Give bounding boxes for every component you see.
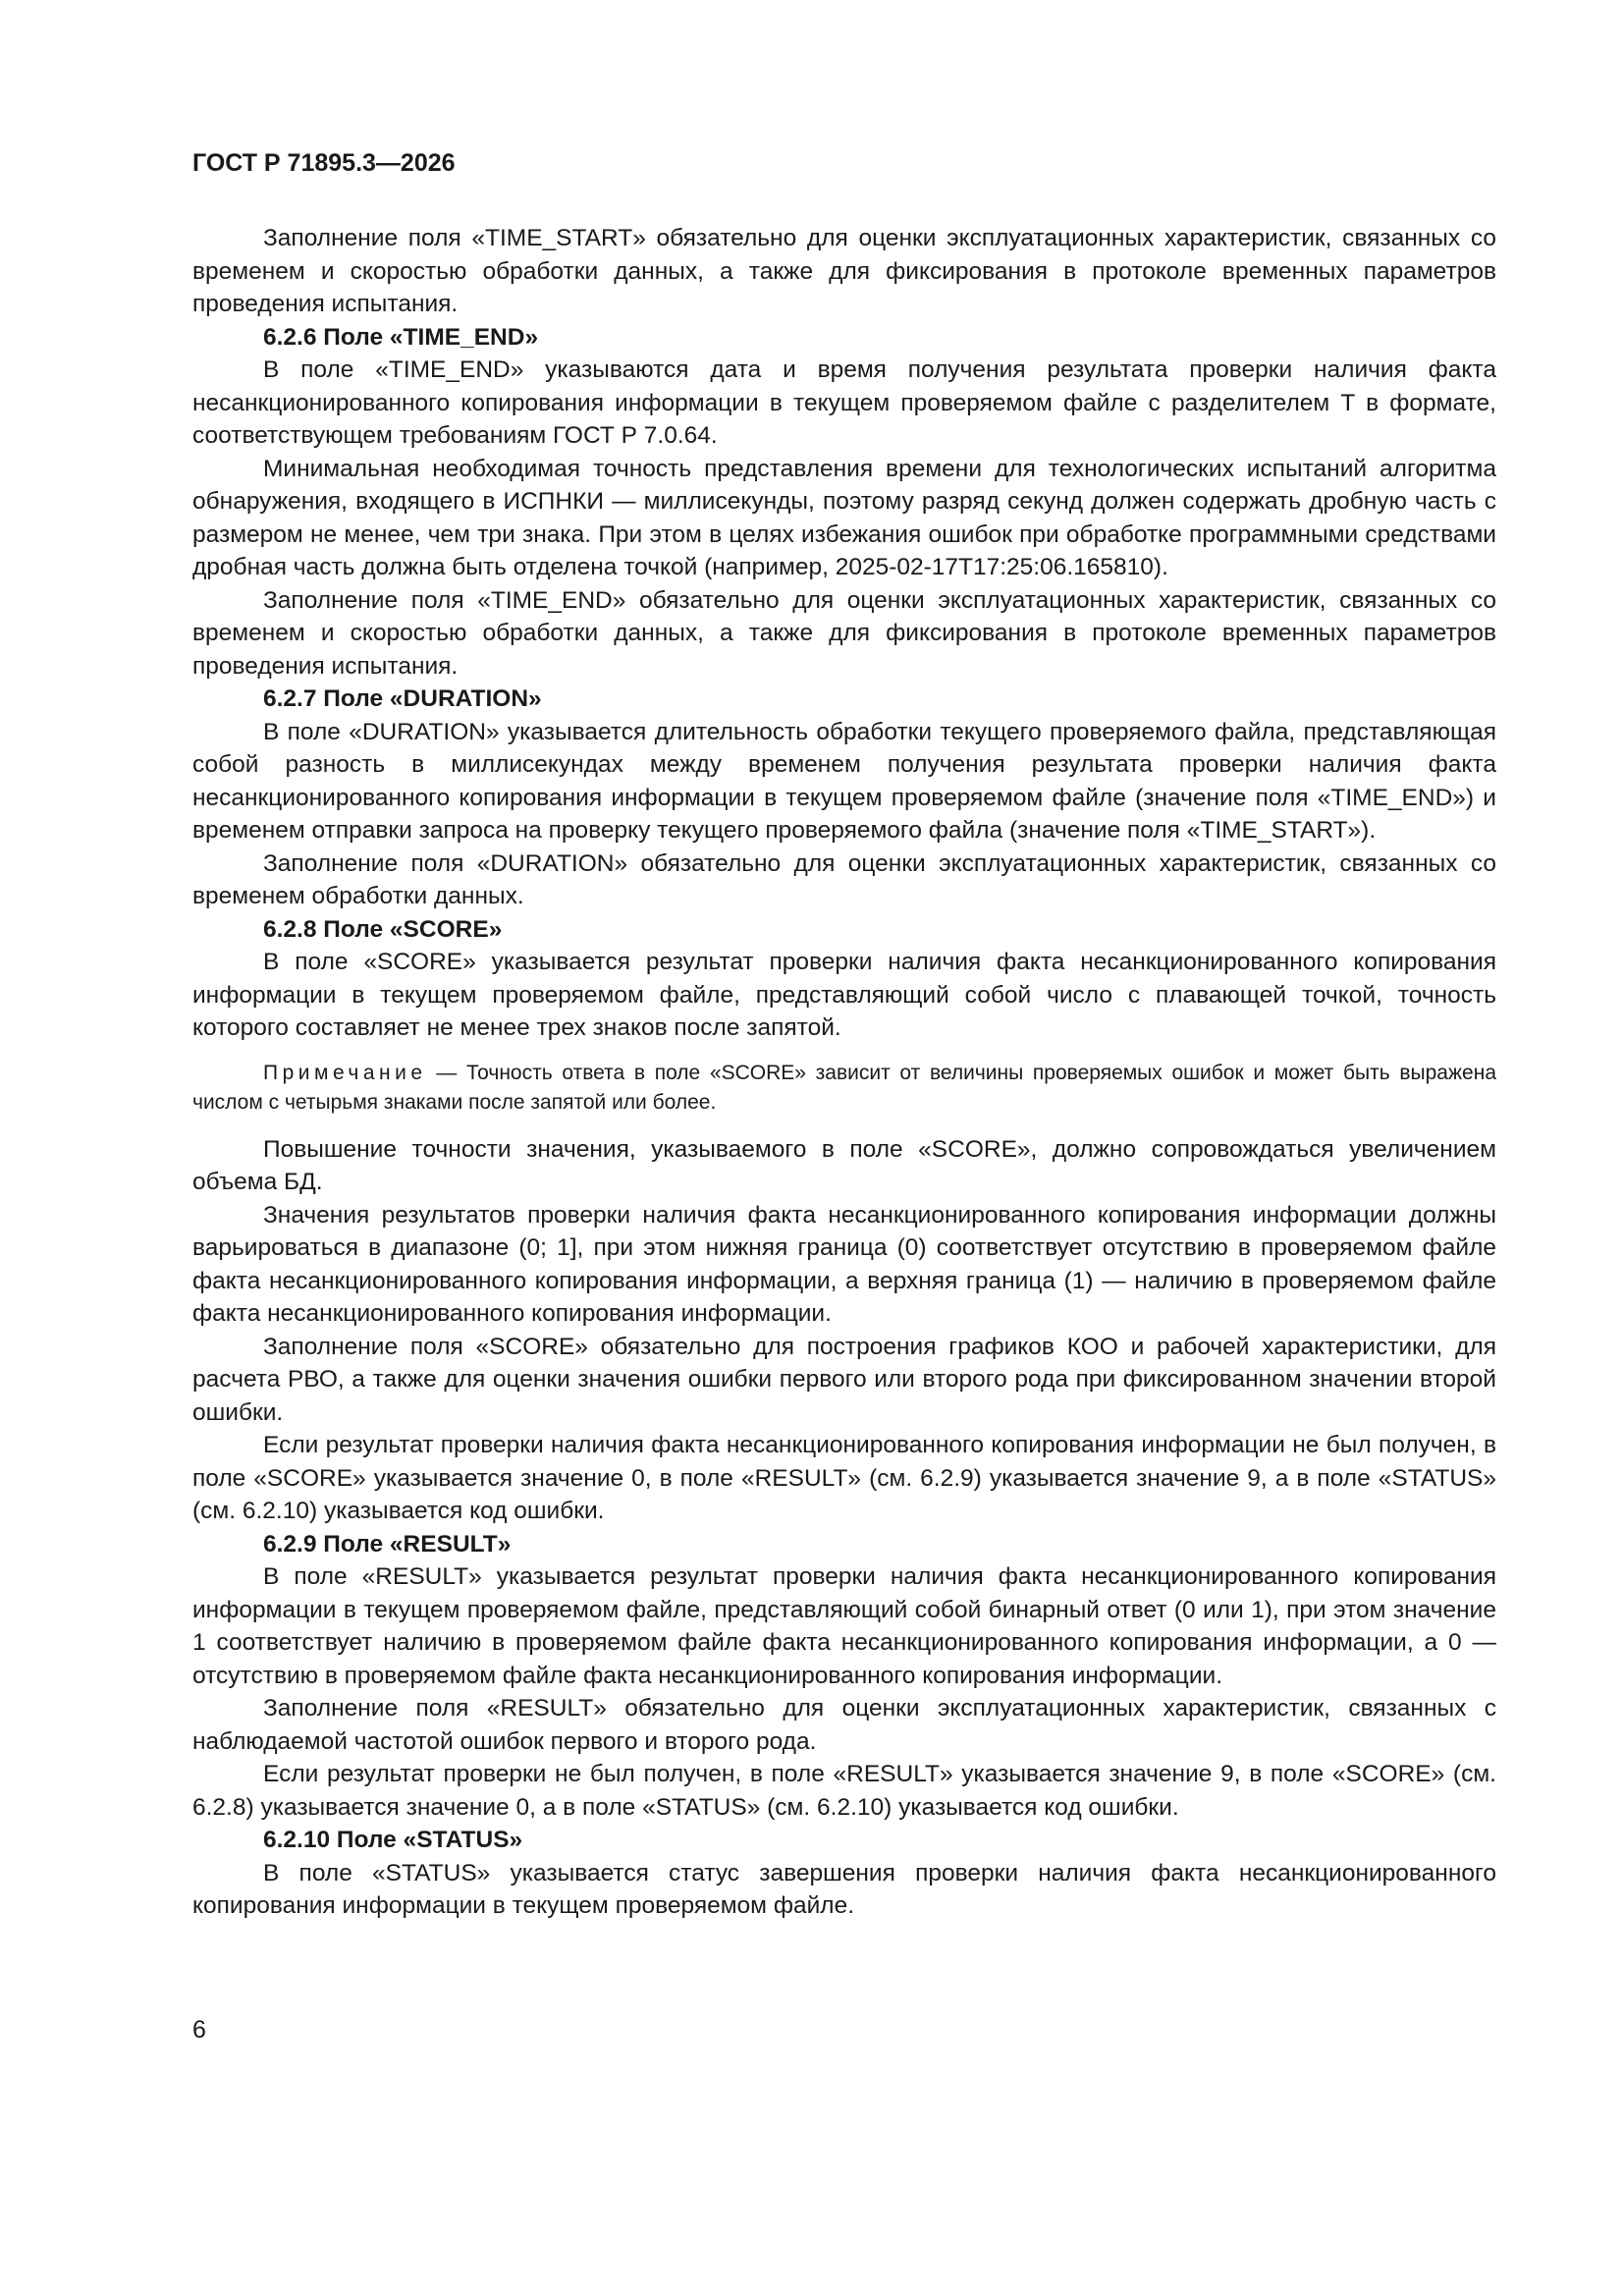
paragraph: В поле «STATUS» указывается статус завершения проверки наличия факта несанкционированного копирования информации в текущем проверяемом файле. — [192, 1859, 1496, 1919]
section-heading-6-2-10: 6.2.10 Поле «STATUS» — [263, 1827, 523, 1853]
paragraph: Заполнение поля «TIME_START» обязательно для оценки эксплуатационных характеристик, связанных со временем и скоростью обработки данных, а также для фиксирования в протоколе временных параметров проведения испытания. — [192, 225, 1496, 317]
paragraph: Заполнение поля «TIME_END» обязательно для оценки эксплуатационных характеристик, связанных со временем и скоростью обработки данных, а также для фиксирования в протоколе временных параметров проведения испытания. — [192, 586, 1496, 680]
paragraph: В поле «SCORE» указывается результат проверки наличия факта несанкционированного копирования информации в текущем проверяемом файле, представляющий собой число с плавающей точкой, точность которого составляет не менее трех знаков после запятой. — [192, 949, 1496, 1041]
section-heading-6-2-7: 6.2.7 Поле «DURATION» — [263, 685, 542, 712]
section-heading-6-2-8: 6.2.8 Поле «SCORE» — [263, 915, 503, 943]
paragraph: Заполнение поля «RESULT» обязательно для оценки эксплуатационных характеристик, связанных с наблюдаемой частотой ошибок первого и второго рода. — [192, 1695, 1496, 1755]
document-body — [192, 222, 1496, 1923]
paragraph: Если результат проверки не был получен, в поле «RESULT» указывается значение 9, в поле «SCORE» (см. 6.2.8) указывается значение 0, а в поле «STATUS» (см. 6.2.10) указывается код ошибки. — [192, 1761, 1496, 1821]
paragraph: В поле «RESULT» указывается результат проверки наличия факта несанкционированного копирования информации в текущем проверяемом файле, представляющий собой бинарный ответ (0 или 1), при этом значение 1 соответствует наличию в проверяемом файле факта несанкционированного копирования информации, а 0 — отсутствию в проверяемом файле факта несанкционированного копирования информации. — [192, 1563, 1496, 1689]
paragraph: Значения результатов проверки наличия факта несанкционированного копирования информации должны варьироваться в диапазоне (0; 1], при этом нижняя граница (0) соответствует отсутствию в проверяемом файле факта несанкционированного копирования информации, а верхняя граница (1) — наличию в проверяемом файле факта несанкционированного копирования информации. — [192, 1201, 1496, 1327]
paragraph: В поле «TIME_END» указываются дата и время получения результата проверки наличия факта несанкционированного копирования информации в текущем проверяемом файле с разделителем T в формате, соответствующем требованиям ГОСТ Р 7.0.64. — [192, 356, 1496, 449]
page-number: 6 — [192, 2016, 206, 2044]
paragraph: Минимальная необходимая точность представления времени для технологических испытаний алгоритма обнаружения, входящего в ИСПНКИ — миллисекунды, поэтому разряд секунд должен содержать дробную часть с размером не менее, чем три знака. При этом в целях избежания ошибок при обработке программными средствами дробная часть должна быть отделена точкой (например, 2025-02-17T17:25:06.165810). — [192, 455, 1496, 580]
note — [192, 1059, 1496, 1118]
note-label: Примечание — [263, 1061, 427, 1084]
note-text: — Точность ответа в поле «SCORE» зависит от величины проверяемых ошибок и может быть выражена числом с четырьмя знаками после запятой или более. — [192, 1061, 1496, 1114]
section-heading-6-2-6: 6.2.6 Поле «TIME_END» — [263, 323, 539, 351]
paragraph: Заполнение поля «DURATION» обязательно для оценки эксплуатационных характеристик, связанных со временем обработки данных. — [192, 849, 1496, 909]
section-heading-6-2-9: 6.2.9 Поле «RESULT» — [263, 1530, 512, 1558]
paragraph: Если результат проверки наличия факта несанкционированного копирования информации не был получен, в поле «SCORE» указывается значение 0, в поле «RESULT» (см. 6.2.9) указывается значение 9, а в поле «STATUS» (см. 6.2.10) указывается код ошибки. — [192, 1432, 1496, 1524]
standard-header: ГОСТ Р 71895.3—2026 — [192, 149, 456, 177]
paragraph: Заполнение поля «SCORE» обязательно для построения графиков КОО и рабочей характеристики, для расчета РВО, а также для оценки значения ошибки первого или второго рода при фиксированном значении второй ошибки. — [192, 1333, 1496, 1426]
paragraph: Повышение точности значения, указываемого в поле «SCORE», должно сопровождаться увеличением объема БД. — [192, 1135, 1496, 1195]
paragraph: В поле «DURATION» указывается длительность обработки текущего проверяемого файла, представляющая собой разность в миллисекундах между временем получения результата проверки наличия факта несанкционированного копирования информации в текущем проверяемом файле (значение поля «TIME_END») и временем отправки запроса на проверку текущего проверяемого файла (значение поля «TIME_START»). — [192, 718, 1496, 844]
